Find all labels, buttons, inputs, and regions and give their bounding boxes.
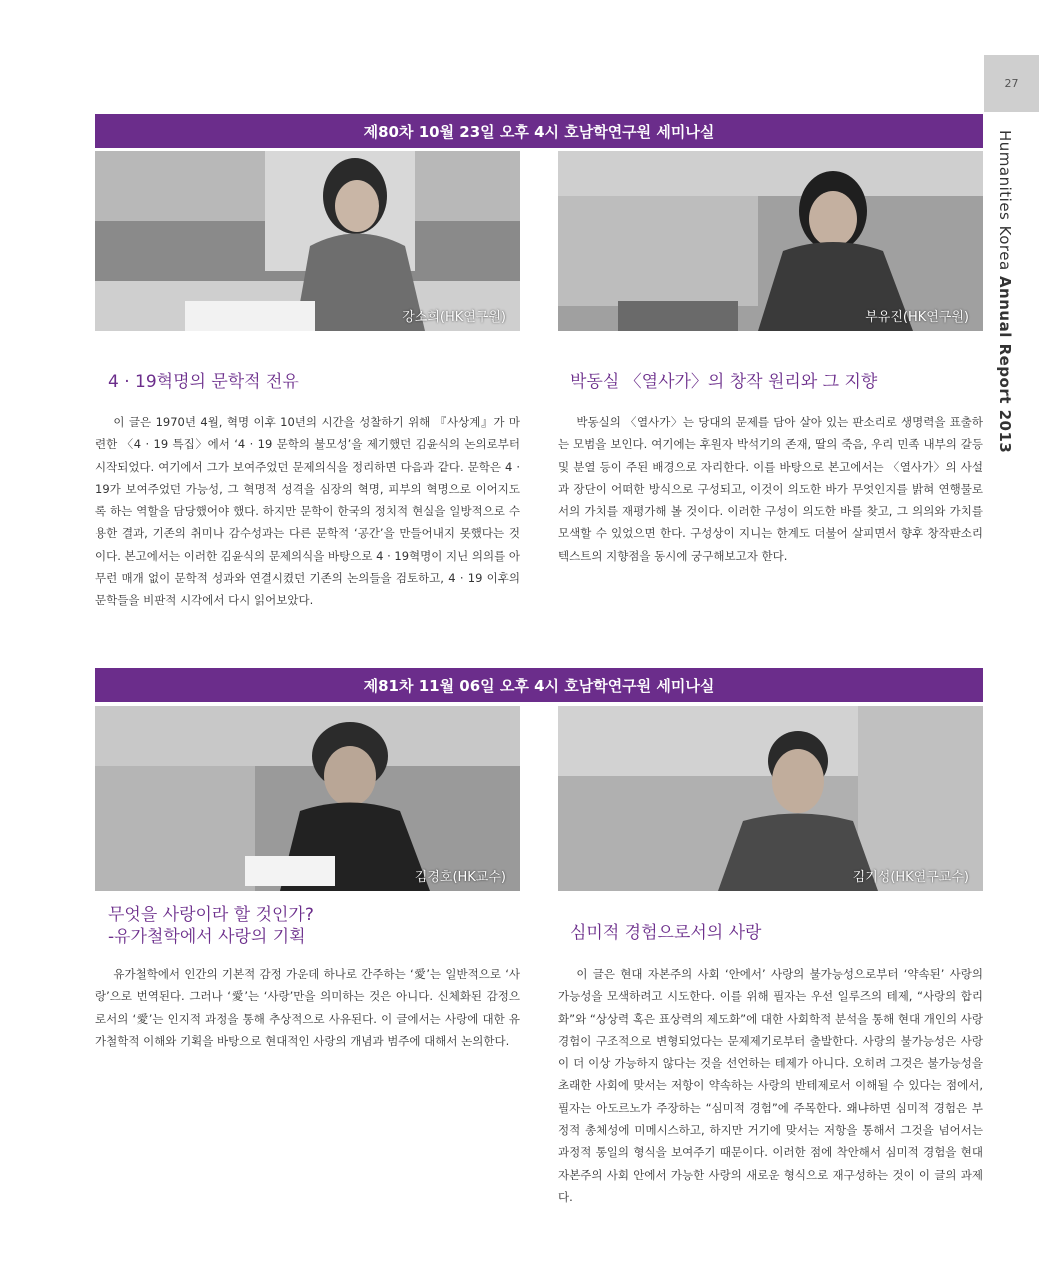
seminar-banner-80 bbox=[95, 114, 983, 148]
running-title bbox=[996, 130, 1014, 453]
photo-image bbox=[558, 706, 983, 891]
photo-image bbox=[558, 151, 983, 331]
article-body: 이 글은 현대 자본주의 사회 ‘안에서’ 사랑의 불가능성으로부터 ‘약속된’ 사랑의 가능성을 모색하려고 시도한다. 이를 위해 필자는 우선 일루즈의 테제, “사랑의 합리화”와 “상상력 혹은 표상력의 제도화”에 대한 사회학적 분석을 통해 현대 개인의 사랑경험이 구조적으로 변형되었다는 문제제기로부터 출발한다. 사랑의 불가능성은 사랑이 더 이상 가능하지 않다는 것을 선언하는 테제가 아니다. 오히려 그것은 불가능성을 초래한 사회에 맞서는 저항이 약속하는 사랑의 반테제로서 이해될 수 있다는 점에서, 필자는 아도르노가 주장하는 “심미적 경험”에 주목한다. 왜냐하면 심미적 경험은 부정적 총체성에 미메시스하고, 하지만 거기에 맞서는 저항을 통해서 그것을 넘어서는 과정적 통일의 형식을 보여주기 때문이다. 이러한 점에 착안해서 심미적 경험을 현대 자본주의 사회 안에서 가능한 사랑의 새로운 형식으로 재구성하는 것이 이 글의 과제다. bbox=[558, 967, 983, 1204]
photo-caption: 김기성(HK연구교수) bbox=[852, 870, 969, 885]
photo-caption: 강소희(HK연구원) bbox=[402, 310, 506, 325]
photo-caption: 부유진(HK연구원) bbox=[865, 310, 969, 325]
photo-speaker-3 bbox=[95, 706, 520, 891]
article-title bbox=[570, 371, 877, 393]
page-number bbox=[984, 55, 1039, 112]
photo-caption: 김경호(HK교수) bbox=[414, 870, 506, 885]
seminar-banner-81 bbox=[95, 668, 983, 702]
running-title-prefix: Humanities Korea bbox=[996, 130, 1014, 271]
photo-image bbox=[95, 706, 520, 891]
running-title-bold: Annual Report 2013 bbox=[996, 275, 1014, 454]
article-title-text: 무엇을 사랑이라 할 것인가? bbox=[108, 905, 314, 925]
photo-speaker-1 bbox=[95, 151, 520, 331]
article-title bbox=[570, 922, 761, 944]
article-body: 유가철학에서 인간의 기본적 감정 가운데 하나로 간주하는 ‘愛’는 일반적으로 ‘사랑’으로 번역된다. 그러나 ‘愛’는 ‘사랑’만을 의미하는 것은 아니다. 신체화된 감정으로서의 ‘愛’는 인지적 과정을 통해 추상적으로 사유된다. 이 글에서는 사랑에 대한 유가철학적 이해와 기획을 바탕으로 현대적인 사랑의 개념과 범주에 대해서 논의한다. bbox=[95, 967, 520, 1048]
article-subtitle: -유가철학에서 사랑의 기획 bbox=[108, 927, 306, 947]
article-title-text: 4 · 19혁명의 문학적 전유 bbox=[108, 372, 299, 392]
photo-speaker-2 bbox=[558, 151, 983, 331]
page-number-text: 27 bbox=[1004, 77, 1019, 90]
article-title-text: 박동실 〈열사가〉의 창작 원리와 그 지향 bbox=[570, 372, 878, 392]
photo-speaker-4 bbox=[558, 706, 983, 891]
article-title bbox=[108, 904, 314, 948]
article-body: 박동실의 〈열사가〉는 당대의 문제를 담아 살아 있는 판소리로 생명력을 표출하는 모범을 보인다. 여기에는 후원자 박석기의 존재, 딸의 죽음, 우리 민족 내부의 갈등 및 분열 등이 주된 배경으로 자리한다. 이를 바탕으로 본고에서는 〈열사가〉의 사설과 장단이 어떠한 방식으로 구성되고, 이것이 의도한 바가 무엇인지를 밝혀 연행물로서의 가치를 재평가해 볼 것이다. 이러한 구성이 의도한 바를 찾고, 그 의의와 가치를 모색할 수 있었으면 한다. 구성상이 지니는 한계도 더불어 살피면서 향후 창작판소리 텍스트의 지향점을 동시에 궁구해보고자 한다. bbox=[558, 415, 983, 563]
photo-image bbox=[95, 151, 520, 331]
seminar-banner-text: 제81차 11월 06일 오후 4시 호남학연구원 세미나실 bbox=[363, 676, 715, 695]
article-title bbox=[108, 371, 299, 393]
seminar-banner-text: 제80차 10월 23일 오후 4시 호남학연구원 세미나실 bbox=[363, 122, 715, 141]
article-title-text: 심미적 경험으로서의 사랑 bbox=[570, 923, 762, 943]
article-body: 이 글은 1970년 4월, 혁명 이후 10년의 시간을 성찰하기 위해 『사상계』가 마련한 〈4 · 19 특집〉에서 ‘4 · 19 문학의 불모성’을 제기했던 김윤식의 논의로부터 시작되었다. 여기에서 그가 보여주었던 문제의식을 정리하면 다음과 같다. 문학은 4 · 19가 보여주었던 가능성, 그 혁명적 성격을 심장의 혁명, 피부의 혁명으로 이어지도록 하는 역할을 담당했어야 했다. 하지만 문학이 한국의 정치적 현실을 일방적으로 수용한 결과, 기존의 취미나 감수성과는 다른 문학적 ‘공간’을 만들어내지 못했다는 것이다. 본고에서는 이러한 김윤식의 문제의식을 바탕으로 4 · 19혁명이 지닌 의의를 아무런 매개 없이 문학적 성과와 연결시켰던 기존의 논의들을 검토하고, 4 · 19 이후의 문학들을 비판적 시각에서 다시 읽어보았다. bbox=[95, 415, 520, 608]
